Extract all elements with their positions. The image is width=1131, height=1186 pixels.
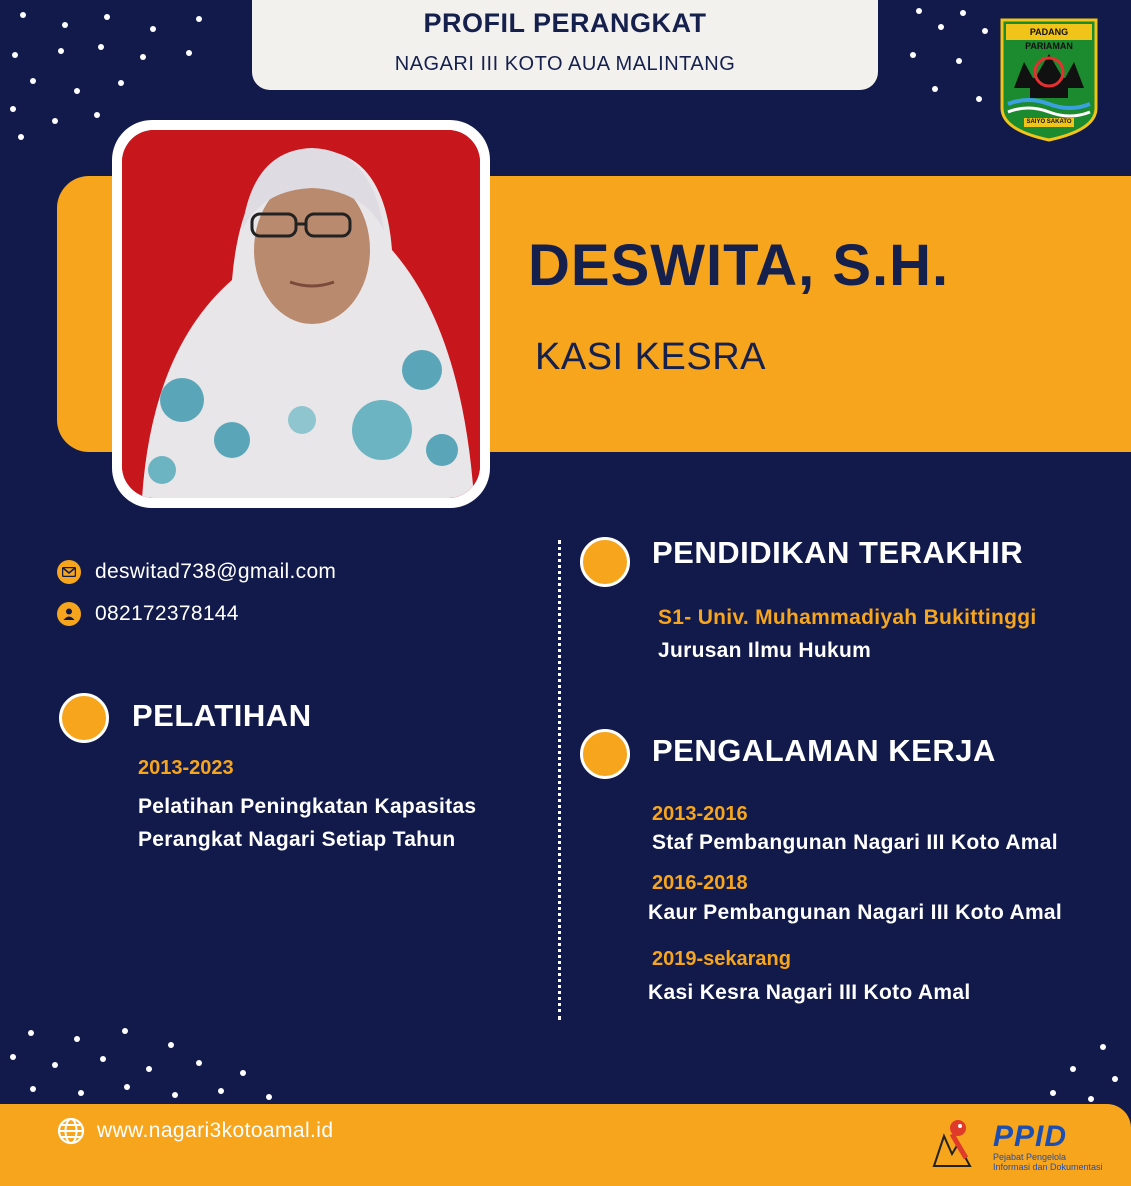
experience-year-3: 2019-sekarang	[652, 948, 791, 970]
pengalaman-bullet	[580, 729, 630, 779]
profile-photo	[122, 130, 480, 498]
page-subtitle: NAGARI III KOTO AUA MALINTANG	[394, 53, 736, 75]
logo-top-text: PADANG PARIAMAN	[1025, 27, 1073, 51]
pelatihan-bullet	[59, 693, 109, 743]
website-link[interactable]: www.nagari3kotoamal.id	[97, 1119, 334, 1142]
footer-bar	[0, 1104, 1131, 1186]
pelatihan-line-2: Perangkat Nagari Setiap Tahun	[138, 828, 456, 851]
pendidikan-bullet	[580, 537, 630, 587]
experience-desc-2: Kaur Pembangunan Nagari III Koto Amal	[648, 901, 1063, 924]
pelatihan-year: 2013-2023	[138, 757, 234, 779]
pendidikan-school: S1- Univ. Muhammadiyah Bukittinggi	[658, 606, 1037, 629]
experience-desc-3: Kasi Kesra Nagari III Koto Amal	[648, 981, 971, 1004]
padang-pariaman-logo	[1000, 18, 1098, 142]
ppid-wordmark: PPID	[993, 1120, 1068, 1153]
email-text[interactable]: deswitad738@gmail.com	[95, 560, 337, 583]
decorative-dots-bottom-left	[0, 1020, 300, 1104]
email-row	[57, 560, 336, 584]
pendidikan-title: PENDIDIKAN TERAKHIR	[652, 535, 1024, 570]
user-icon	[57, 602, 81, 626]
person-position: KASI KESRA	[535, 336, 766, 378]
pengalaman-title: PENGALAMAN KERJA	[652, 733, 996, 768]
ppid-line-1: Pejabat Pengelola	[993, 1152, 1067, 1162]
experience-year-1: 2013-2016	[652, 803, 748, 825]
experience-desc-1: Staf Pembangunan Nagari III Koto Amal	[652, 831, 1058, 854]
column-divider	[558, 540, 561, 1020]
decorative-dots-bottom-right	[1040, 1040, 1130, 1104]
phone-text: 082172378144	[95, 602, 239, 625]
globe-icon	[57, 1117, 85, 1150]
phone-row	[57, 602, 239, 626]
header-card	[252, 0, 878, 90]
pelatihan-line-1: Pelatihan Peningkatan Kapasitas	[138, 795, 477, 818]
pelatihan-title: PELATIHAN	[132, 698, 312, 733]
page-title: PROFIL PERANGKAT	[423, 8, 707, 38]
ppid-logo	[993, 1122, 1103, 1172]
email-icon	[57, 560, 81, 584]
experience-year-2: 2016-2018	[652, 872, 748, 894]
decorative-dots-top-right	[900, 0, 1000, 140]
person-name: DESWITA, S.H.	[528, 233, 950, 298]
pendidikan-major: Jurusan Ilmu Hukum	[658, 639, 872, 662]
mascot-logo	[930, 1114, 976, 1175]
logo-bottom-text: SAIYO SAKATO	[1026, 119, 1072, 125]
ppid-line-2: Informasi dan Dokumentasi	[993, 1162, 1103, 1172]
